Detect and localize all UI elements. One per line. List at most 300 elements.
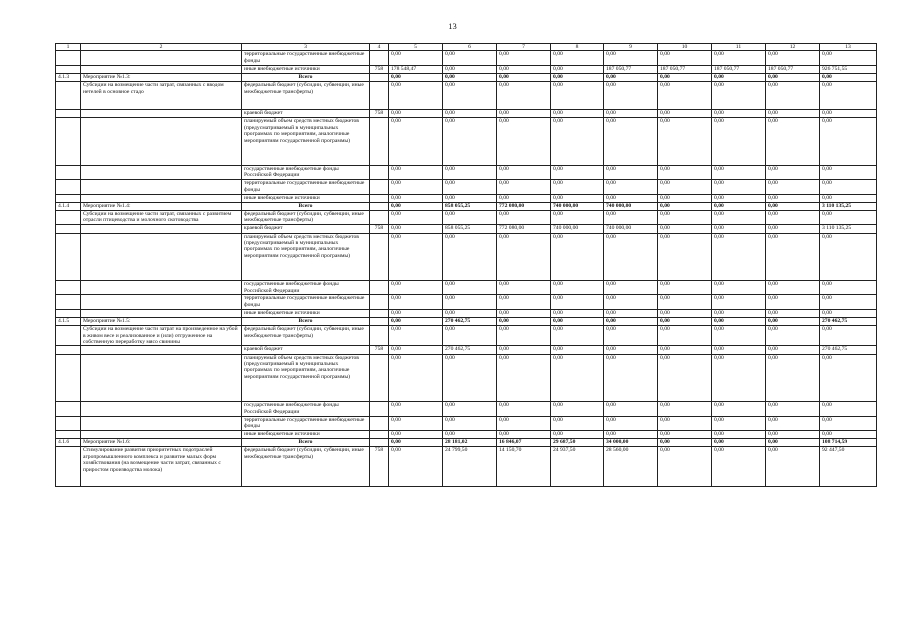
amount-cell: 0,00 [766, 165, 820, 179]
amount-cell: 0,00 [389, 165, 443, 179]
amount-cell: 0,00 [712, 354, 766, 402]
measure-name-cell [81, 110, 242, 118]
funding-source-cell: государственные внебюджетные фонды Российской Федерации [242, 165, 370, 179]
amount-cell: 0,00 [604, 51, 658, 65]
table-row [56, 295, 877, 309]
table-row [56, 233, 877, 281]
item-number-cell [56, 65, 81, 73]
amount-cell: 0,00 [443, 416, 497, 430]
funding-source-cell: иные внебюджетные источники [242, 430, 370, 438]
amount-cell: 0,00 [497, 51, 551, 65]
amount-cell: 0,00 [389, 180, 443, 194]
measure-name-cell [81, 65, 242, 73]
measure-name-cell: Стимулирование развития приоритетных подотраслей агропромышленного комплекса и развитие малых форм хозяйствования (на возмещение части затрат, связанных с приростом производства молока) [81, 447, 242, 487]
amount-cell: 0,00 [766, 51, 820, 65]
measure-name-cell [81, 165, 242, 179]
amount-cell: 0,00 [497, 194, 551, 202]
amount-cell: 0,00 [766, 416, 820, 430]
funding-source-cell: территориальные государственные внебюджетные фонды [242, 180, 370, 194]
amount-cell: 0,00 [658, 326, 712, 346]
amount-cell: 0,00 [443, 110, 497, 118]
measure-name-cell: Мероприятие №1.4: [81, 202, 242, 210]
item-number-cell [56, 233, 81, 281]
code-cell [370, 295, 389, 309]
amount-cell: 0,00 [389, 281, 443, 295]
amount-cell: 0,00 [551, 318, 604, 326]
table-row [56, 430, 877, 438]
amount-cell: 0,00 [551, 194, 604, 202]
amount-cell: 0,00 [604, 180, 658, 194]
amount-cell: 0,00 [389, 51, 443, 65]
table-row [56, 402, 877, 416]
amount-cell: 0,00 [658, 82, 712, 110]
amount-cell: 0,00 [658, 118, 712, 166]
amount-cell: 0,00 [820, 295, 877, 309]
funding-source-cell: Всего [242, 202, 370, 210]
amount-cell: 0,00 [658, 447, 712, 487]
table-row [56, 225, 877, 233]
amount-cell: 0,00 [604, 354, 658, 402]
amount-cell: 0,00 [604, 118, 658, 166]
code-cell [370, 233, 389, 281]
amount-cell: 0,00 [551, 416, 604, 430]
column-number-cell: 1 [56, 44, 81, 51]
amount-cell: 926 751,55 [820, 65, 877, 73]
code-cell: 758 [370, 225, 389, 233]
amount-cell: 0,00 [443, 51, 497, 65]
amount-cell: 16 846,07 [497, 439, 551, 447]
measure-name-cell [81, 281, 242, 295]
amount-cell: 270 462,75 [443, 318, 497, 326]
amount-cell: 0,00 [658, 309, 712, 317]
amount-cell: 0,00 [497, 318, 551, 326]
amount-cell: 0,00 [551, 233, 604, 281]
column-number-cell: 3 [242, 44, 370, 51]
measure-name-cell [81, 180, 242, 194]
column-number-cell: 10 [658, 44, 712, 51]
amount-cell: 0,00 [820, 51, 877, 65]
amount-cell: 187 050,77 [604, 65, 658, 73]
amount-cell: 187 050,77 [658, 65, 712, 73]
code-cell [370, 165, 389, 179]
amount-cell: 0,00 [551, 82, 604, 110]
item-number-cell [56, 180, 81, 194]
funding-source-cell: Всего [242, 73, 370, 81]
code-cell [370, 202, 389, 210]
amount-cell: 0,00 [658, 110, 712, 118]
amount-cell: 0,00 [443, 194, 497, 202]
amount-cell: 0,00 [497, 73, 551, 81]
amount-cell: 0,00 [443, 295, 497, 309]
amount-cell: 270 462,75 [820, 346, 877, 354]
measure-name-cell [81, 346, 242, 354]
table-row [56, 354, 877, 402]
column-number-cell: 4 [370, 44, 389, 51]
amount-cell: 0,00 [766, 73, 820, 81]
code-cell [370, 180, 389, 194]
amount-cell: 0,00 [712, 346, 766, 354]
item-number-cell [56, 416, 81, 430]
amount-cell: 0,00 [389, 110, 443, 118]
funding-source-cell: планируемый объем средств местных бюджетов (предусматриваемый в муниципальных программах по мероприятиям, аналогичные мероприятиям государственной программы) [242, 118, 370, 166]
amount-cell: 0,00 [497, 180, 551, 194]
amount-cell: 29 687,50 [551, 439, 604, 447]
amount-cell: 0,00 [443, 309, 497, 317]
code-cell [370, 51, 389, 65]
amount-cell: 0,00 [658, 354, 712, 402]
amount-cell: 0,00 [658, 211, 712, 225]
amount-cell: 0,00 [766, 295, 820, 309]
funding-source-cell: краевой бюджет [242, 346, 370, 354]
amount-cell: 0,00 [551, 281, 604, 295]
amount-cell: 0,00 [820, 326, 877, 346]
amount-cell: 24 799,50 [443, 447, 497, 487]
item-number-cell [56, 211, 81, 225]
amount-cell: 0,00 [820, 233, 877, 281]
measure-name-cell: Субсидии на возмещение части затрат, связанных с развитием отрасли птицеводства и молочного скотоводства [81, 211, 242, 225]
amount-cell: 0,00 [604, 233, 658, 281]
code-cell [370, 82, 389, 110]
amount-cell: 0,00 [712, 82, 766, 110]
column-number-cell: 13 [820, 44, 877, 51]
amount-cell: 858 055,25 [443, 202, 497, 210]
amount-cell: 0,00 [766, 346, 820, 354]
measure-name-cell: Субсидии на возмещение части затрат, связанных с вводом нетелей в основное стадо [81, 82, 242, 110]
funding-source-cell: государственные внебюджетные фонды Российской Федерации [242, 281, 370, 295]
amount-cell: 0,00 [497, 295, 551, 309]
code-cell [370, 430, 389, 438]
amount-cell: 0,00 [443, 82, 497, 110]
table-row [56, 73, 877, 81]
amount-cell: 0,00 [766, 118, 820, 166]
amount-cell: 0,00 [766, 309, 820, 317]
amount-cell: 0,00 [712, 194, 766, 202]
amount-cell: 34 000,00 [604, 439, 658, 447]
item-number-cell [56, 326, 81, 346]
amount-cell: 0,00 [389, 194, 443, 202]
amount-cell: 0,00 [658, 281, 712, 295]
amount-cell: 0,00 [820, 180, 877, 194]
table-row [56, 326, 877, 346]
measure-name-cell: Субсидии на возмещение части затрат на произведенное на убой в живом весе и реализованное и (или) отгруженное на собственную переработку мясо свинины [81, 326, 242, 346]
amount-cell: 0,00 [658, 165, 712, 179]
amount-cell: 0,00 [820, 211, 877, 225]
amount-cell: 0,00 [766, 211, 820, 225]
amount-cell: 0,00 [712, 180, 766, 194]
amount-cell: 0,00 [712, 309, 766, 317]
amount-cell: 0,00 [443, 281, 497, 295]
table-row [56, 110, 877, 118]
amount-cell: 0,00 [712, 73, 766, 81]
funding-source-cell: планируемый объем средств местных бюджетов (предусматриваемый в муниципальных программах по мероприятиям, аналогичные мероприятиям государственной программы) [242, 233, 370, 281]
amount-cell: 0,00 [766, 318, 820, 326]
amount-cell: 858 055,25 [443, 225, 497, 233]
amount-cell: 0,00 [443, 402, 497, 416]
column-number-cell: 7 [497, 44, 551, 51]
table-row [56, 309, 877, 317]
measure-name-cell: Мероприятие №1.6: [81, 439, 242, 447]
amount-cell: 0,00 [712, 211, 766, 225]
table-row [56, 65, 877, 73]
item-number-cell: 4.1.5 [56, 318, 81, 326]
amount-cell: 0,00 [551, 402, 604, 416]
amount-cell: 0,00 [443, 211, 497, 225]
measure-name-cell [81, 309, 242, 317]
amount-cell: 0,00 [443, 354, 497, 402]
amount-cell: 92 447,50 [820, 447, 877, 487]
funding-source-cell: иные внебюджетные источники [242, 309, 370, 317]
amount-cell: 0,00 [658, 430, 712, 438]
funding-source-cell: федеральный бюджет (субсидии, субвенции, иные межбюджетные трансферты) [242, 447, 370, 487]
amount-cell: 0,00 [604, 211, 658, 225]
code-cell [370, 354, 389, 402]
item-number-cell [56, 110, 81, 118]
column-number-cell: 5 [389, 44, 443, 51]
amount-cell: 0,00 [443, 118, 497, 166]
column-number-cell: 8 [551, 44, 604, 51]
amount-cell: 0,00 [551, 180, 604, 194]
amount-cell: 0,00 [497, 211, 551, 225]
amount-cell: 0,00 [604, 430, 658, 438]
amount-cell: 0,00 [766, 233, 820, 281]
amount-cell: 0,00 [604, 309, 658, 317]
amount-cell: 772 080,00 [497, 202, 551, 210]
amount-cell: 0,00 [658, 439, 712, 447]
item-number-cell: 4.1.4 [56, 202, 81, 210]
amount-cell: 14 150,70 [497, 447, 551, 487]
amount-cell: 0,00 [658, 180, 712, 194]
amount-cell: 187 050,77 [766, 65, 820, 73]
amount-cell: 0,00 [389, 211, 443, 225]
amount-cell: 0,00 [658, 73, 712, 81]
amount-cell: 0,00 [497, 354, 551, 402]
code-cell [370, 402, 389, 416]
funding-source-cell: государственные внебюджетные фонды Российской Федерации [242, 402, 370, 416]
code-cell [370, 326, 389, 346]
item-number-cell [56, 346, 81, 354]
measure-name-cell [81, 194, 242, 202]
item-number-cell [56, 118, 81, 166]
code-cell: 758 [370, 110, 389, 118]
amount-cell: 0,00 [766, 82, 820, 110]
amount-cell: 0,00 [604, 416, 658, 430]
amount-cell: 0,00 [497, 416, 551, 430]
table-row [56, 211, 877, 225]
amount-cell: 0,00 [766, 281, 820, 295]
amount-cell: 0,00 [820, 416, 877, 430]
amount-cell: 0,00 [712, 51, 766, 65]
page-number: 13 [448, 21, 457, 31]
amount-cell: 0,00 [766, 225, 820, 233]
amount-cell: 3 110 135,25 [820, 225, 877, 233]
amount-cell: 0,00 [389, 73, 443, 81]
amount-cell: 0,00 [604, 281, 658, 295]
amount-cell: 0,00 [497, 346, 551, 354]
table-row [56, 165, 877, 179]
code-cell: 758 [370, 65, 389, 73]
item-number-cell [56, 447, 81, 487]
table-row [56, 118, 877, 166]
amount-cell: 0,00 [820, 194, 877, 202]
amount-cell: 0,00 [497, 326, 551, 346]
code-cell [370, 416, 389, 430]
amount-cell: 0,00 [443, 326, 497, 346]
amount-cell: 0,00 [497, 309, 551, 317]
table-row [56, 82, 877, 110]
amount-cell: 0,00 [766, 447, 820, 487]
amount-cell: 0,00 [604, 346, 658, 354]
amount-cell: 0,00 [443, 430, 497, 438]
amount-cell: 0,00 [389, 202, 443, 210]
amount-cell: 0,00 [604, 295, 658, 309]
item-number-cell [56, 354, 81, 402]
amount-cell: 0,00 [443, 165, 497, 179]
table-row [56, 318, 877, 326]
column-number-cell: 6 [443, 44, 497, 51]
funding-source-cell: иные внебюджетные источники [242, 65, 370, 73]
amount-cell: 0,00 [389, 326, 443, 346]
table-row [56, 416, 877, 430]
amount-cell: 740 000,00 [551, 202, 604, 210]
funding-source-cell: планируемый объем средств местных бюджетов (предусматриваемый в муниципальных программах по мероприятиям, аналогичные мероприятиям государственной программы) [242, 354, 370, 402]
amount-cell: 0,00 [443, 233, 497, 281]
column-number-cell: 9 [604, 44, 658, 51]
amount-cell: 0,00 [658, 51, 712, 65]
amount-cell: 0,00 [658, 233, 712, 281]
table-row [56, 439, 877, 447]
amount-cell: 0,00 [712, 110, 766, 118]
amount-cell: 0,00 [712, 225, 766, 233]
code-cell [370, 118, 389, 166]
amount-cell: 0,00 [712, 281, 766, 295]
amount-cell: 0,00 [389, 402, 443, 416]
code-cell [370, 73, 389, 81]
amount-cell: 0,00 [820, 354, 877, 402]
amount-cell: 0,00 [551, 73, 604, 81]
item-number-cell [56, 225, 81, 233]
amount-cell: 0,00 [389, 225, 443, 233]
amount-cell: 740 000,00 [604, 225, 658, 233]
amount-cell: 0,00 [604, 402, 658, 416]
amount-cell: 0,00 [551, 295, 604, 309]
table-row [56, 51, 877, 65]
amount-cell: 0,00 [712, 318, 766, 326]
amount-cell: 0,00 [820, 281, 877, 295]
code-cell [370, 281, 389, 295]
amount-cell: 0,00 [658, 295, 712, 309]
amount-cell: 0,00 [712, 165, 766, 179]
amount-cell: 0,00 [389, 447, 443, 487]
amount-cell: 0,00 [604, 326, 658, 346]
amount-cell: 0,00 [712, 202, 766, 210]
amount-cell: 0,00 [604, 110, 658, 118]
table-row [56, 180, 877, 194]
amount-cell: 0,00 [766, 402, 820, 416]
funding-source-cell: федеральный бюджет (субсидии, субвенции, иные межбюджетные трансферты) [242, 211, 370, 225]
item-number-cell: 4.1.3 [56, 73, 81, 81]
measure-name-cell [81, 233, 242, 281]
amount-cell: 0,00 [820, 309, 877, 317]
amount-cell: 0,00 [389, 309, 443, 317]
funding-source-cell: краевой бюджет [242, 110, 370, 118]
amount-cell: 0,00 [551, 354, 604, 402]
amount-cell: 0,00 [443, 65, 497, 73]
item-number-cell [56, 165, 81, 179]
amount-cell: 772 080,00 [497, 225, 551, 233]
amount-cell: 0,00 [658, 194, 712, 202]
amount-cell: 28 560,00 [604, 447, 658, 487]
amount-cell: 0,00 [443, 180, 497, 194]
amount-cell: 187 050,77 [712, 65, 766, 73]
amount-cell: 0,00 [820, 402, 877, 416]
amount-cell: 0,00 [497, 402, 551, 416]
amount-cell: 0,00 [389, 295, 443, 309]
code-cell [370, 439, 389, 447]
measure-name-cell [81, 402, 242, 416]
measure-name-cell: Мероприятие №1.5: [81, 318, 242, 326]
amount-cell: 0,00 [551, 65, 604, 73]
amount-cell: 0,00 [497, 281, 551, 295]
amount-cell: 0,00 [658, 402, 712, 416]
amount-cell: 0,00 [658, 202, 712, 210]
amount-cell: 0,00 [389, 118, 443, 166]
amount-cell: 0,00 [766, 439, 820, 447]
amount-cell: 0,00 [712, 326, 766, 346]
amount-cell: 0,00 [389, 416, 443, 430]
amount-cell: 0,00 [820, 110, 877, 118]
measure-name-cell [81, 295, 242, 309]
amount-cell: 0,00 [389, 439, 443, 447]
amount-cell: 0,00 [389, 233, 443, 281]
funding-source-cell: территориальные государственные внебюджетные фонды [242, 416, 370, 430]
amount-cell: 0,00 [604, 73, 658, 81]
amount-cell: 0,00 [658, 346, 712, 354]
amount-cell: 0,00 [551, 211, 604, 225]
amount-cell: 108 714,59 [820, 439, 877, 447]
funding-source-cell: Всего [242, 439, 370, 447]
measure-name-cell [81, 354, 242, 402]
amount-cell: 0,00 [389, 82, 443, 110]
amount-cell: 0,00 [766, 202, 820, 210]
measure-name-cell [81, 118, 242, 166]
amount-cell: 0,00 [712, 430, 766, 438]
item-number-cell [56, 281, 81, 295]
funding-source-cell: краевой бюджет [242, 225, 370, 233]
amount-cell: 0,00 [604, 82, 658, 110]
item-number-cell [56, 82, 81, 110]
amount-cell: 24 937,50 [551, 447, 604, 487]
amount-cell: 0,00 [712, 233, 766, 281]
code-cell: 758 [370, 346, 389, 354]
amount-cell: 0,00 [658, 318, 712, 326]
amount-cell: 0,00 [497, 65, 551, 73]
amount-cell: 0,00 [389, 346, 443, 354]
funding-source-cell: иные внебюджетные источники [242, 194, 370, 202]
amount-cell: 0,00 [712, 439, 766, 447]
measure-name-cell [81, 430, 242, 438]
amount-cell: 0,00 [712, 295, 766, 309]
measure-name-cell [81, 416, 242, 430]
table-row [56, 447, 877, 487]
measure-name-cell: Мероприятие №1.3: [81, 73, 242, 81]
amount-cell: 0,00 [389, 318, 443, 326]
amount-cell: 0,00 [820, 165, 877, 179]
amount-cell: 0,00 [551, 326, 604, 346]
table-row [56, 346, 877, 354]
funding-source-cell: территориальные государственные внебюджетные фонды [242, 295, 370, 309]
code-cell [370, 309, 389, 317]
amount-cell: 0,00 [604, 165, 658, 179]
